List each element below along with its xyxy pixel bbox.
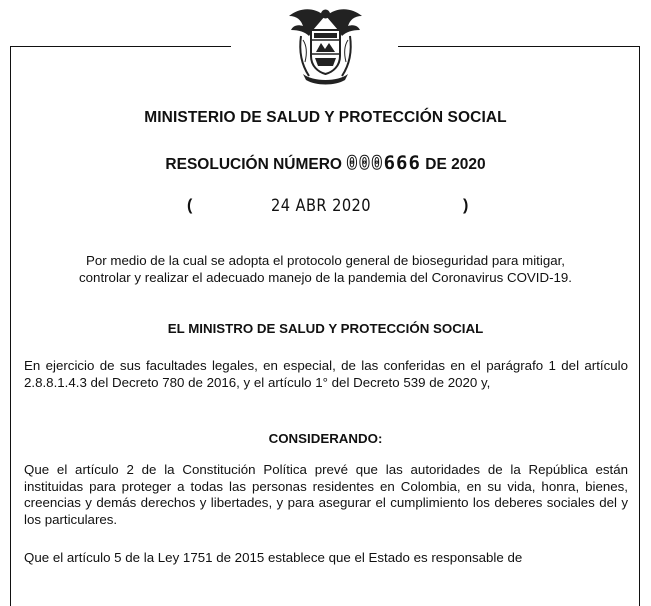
purpose-line-1: Por medio de la cual se adopta el protocolo general de bioseguridad para mitigar,: [86, 253, 565, 268]
resolution-number-hollow: 000: [346, 152, 384, 174]
date-stamp: 24 ABR 2020: [271, 196, 372, 216]
resolution-prefix: RESOLUCIÓN NÚMERO: [165, 156, 342, 173]
considerando-heading: CONSIDERANDO:: [268, 431, 383, 446]
colombia-coat-of-arms-icon: [283, 2, 368, 88]
border-top-left: [10, 46, 231, 47]
resolution-number: [346, 152, 421, 174]
date-close-paren: ): [463, 197, 469, 214]
resolution-number-solid: 666: [383, 152, 421, 174]
exercise-paragraph: En ejercicio de sus facultades legales, en especial, de las conferidas en el parágrafo 1 del artículo 2.8.8.1.4.3 del Decreto 780 de 2016, y el artículo 1° del Decreto 539 de 2020 y,: [24, 358, 628, 390]
purpose-statement: [0, 252, 651, 286]
ministry-title: MINISTERIO DE SALUD Y PROTECCIÓN SOCIAL: [144, 109, 507, 126]
considerando-paragraph-2: Que el artículo 5 de la Ley 1751 de 2015 establece que el Estado es responsable de: [24, 550, 523, 565]
minister-heading: EL MINISTRO DE SALUD Y PROTECCIÓN SOCIAL: [167, 321, 484, 336]
purpose-line-2: controlar y realizar el adecuado manejo de la pandemia del Coronavirus COVID-19.: [79, 270, 572, 285]
considerando-paragraph-1: Que el artículo 2 de la Constitución Política prevé que las autoridades de la República están instituidas para proteger a todas las personas residentes en Colombia, en su vida, honra, bienes, creencias y demás derechos y libertades, y para asegurar el cumplimiento los deberes sociales del y los particulares.: [24, 462, 628, 527]
border-top-right: [398, 46, 639, 47]
resolution-number-line: [0, 152, 651, 174]
resolution-year: DE 2020: [425, 156, 486, 173]
date-open-paren: (: [187, 197, 193, 214]
